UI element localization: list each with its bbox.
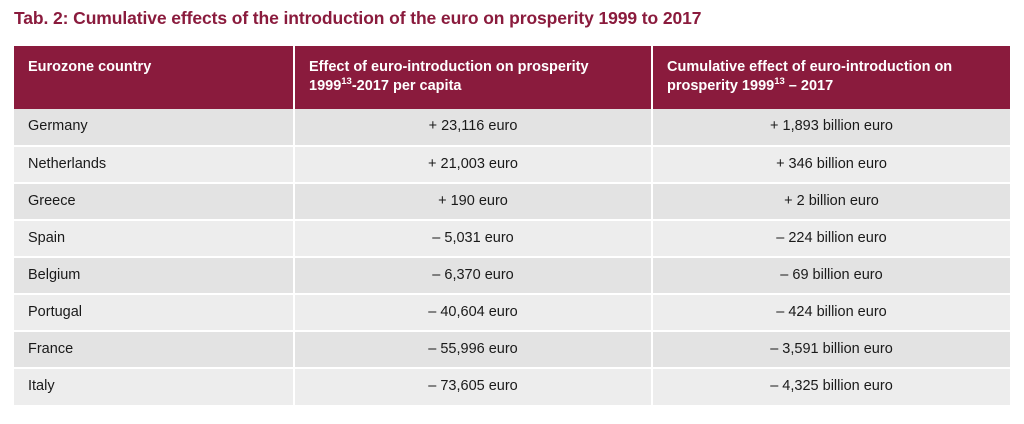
column-header-per-capita-label-part2: -2017 per capita: [351, 77, 462, 94]
column-header-country-label: Eurozone country: [28, 59, 152, 75]
table-row: [14, 183, 1010, 220]
column-header-country: [14, 46, 294, 109]
cell-cumulative: – 69 billion euro: [652, 257, 1010, 294]
table-row: [14, 220, 1010, 257]
cell-country: Belgium: [14, 257, 294, 294]
cell-cumulative: – 424 billion euro: [652, 294, 1010, 331]
cell-cumulative: + 1,893 billion euro: [652, 109, 1010, 146]
cell-cumulative: – 3,591 billion euro: [652, 331, 1010, 368]
cell-per-capita: – 55,996 euro: [294, 331, 652, 368]
prosperity-table: [14, 46, 1010, 405]
cell-per-capita: – 40,604 euro: [294, 294, 652, 331]
cell-cumulative: – 224 billion euro: [652, 220, 1010, 257]
table-row: [14, 294, 1010, 331]
footnote-marker-13-a: 13: [341, 75, 352, 87]
cell-per-capita: – 73,605 euro: [294, 368, 652, 405]
table-row: [14, 257, 1010, 294]
cell-per-capita: + 190 euro: [294, 183, 652, 220]
table-row: [14, 368, 1010, 405]
cell-per-capita: – 6,370 euro: [294, 257, 652, 294]
table-caption: Tab. 2: Cumulative effects of the introduction of the euro on prosperity 1999 to 2017: [14, 8, 702, 28]
column-header-cumulative-label-part2: – 2017: [784, 77, 834, 94]
table-row: [14, 109, 1010, 146]
cell-cumulative: – 4,325 billion euro: [652, 368, 1010, 405]
cell-cumulative: + 346 billion euro: [652, 146, 1010, 183]
cell-country: Italy: [14, 368, 294, 405]
column-header-per-capita-label-part1: Effect of euro-introduction on prosperity 1999: [309, 59, 589, 94]
cell-country: France: [14, 331, 294, 368]
table-header: [14, 46, 1010, 109]
cell-per-capita: – 5,031 euro: [294, 220, 652, 257]
table-body: [14, 109, 1010, 405]
cell-cumulative: + 2 billion euro: [652, 183, 1010, 220]
table-header-row: [14, 46, 1010, 109]
cell-country: Germany: [14, 109, 294, 146]
table-row: [14, 146, 1010, 183]
column-header-cumulative: [652, 46, 1010, 109]
column-header-per-capita: [294, 46, 652, 109]
cell-country: Portugal: [14, 294, 294, 331]
cell-country: Netherlands: [14, 146, 294, 183]
cell-country: Spain: [14, 220, 294, 257]
footnote-marker-13-b: 13: [774, 75, 785, 87]
cell-country: Greece: [14, 183, 294, 220]
column-header-cumulative-label-part1: Cumulative effect of euro-introduction on prosperity 1999: [667, 59, 953, 94]
cell-per-capita: + 23,116 euro: [294, 109, 652, 146]
cell-per-capita: + 21,003 euro: [294, 146, 652, 183]
table-row: [14, 331, 1010, 368]
